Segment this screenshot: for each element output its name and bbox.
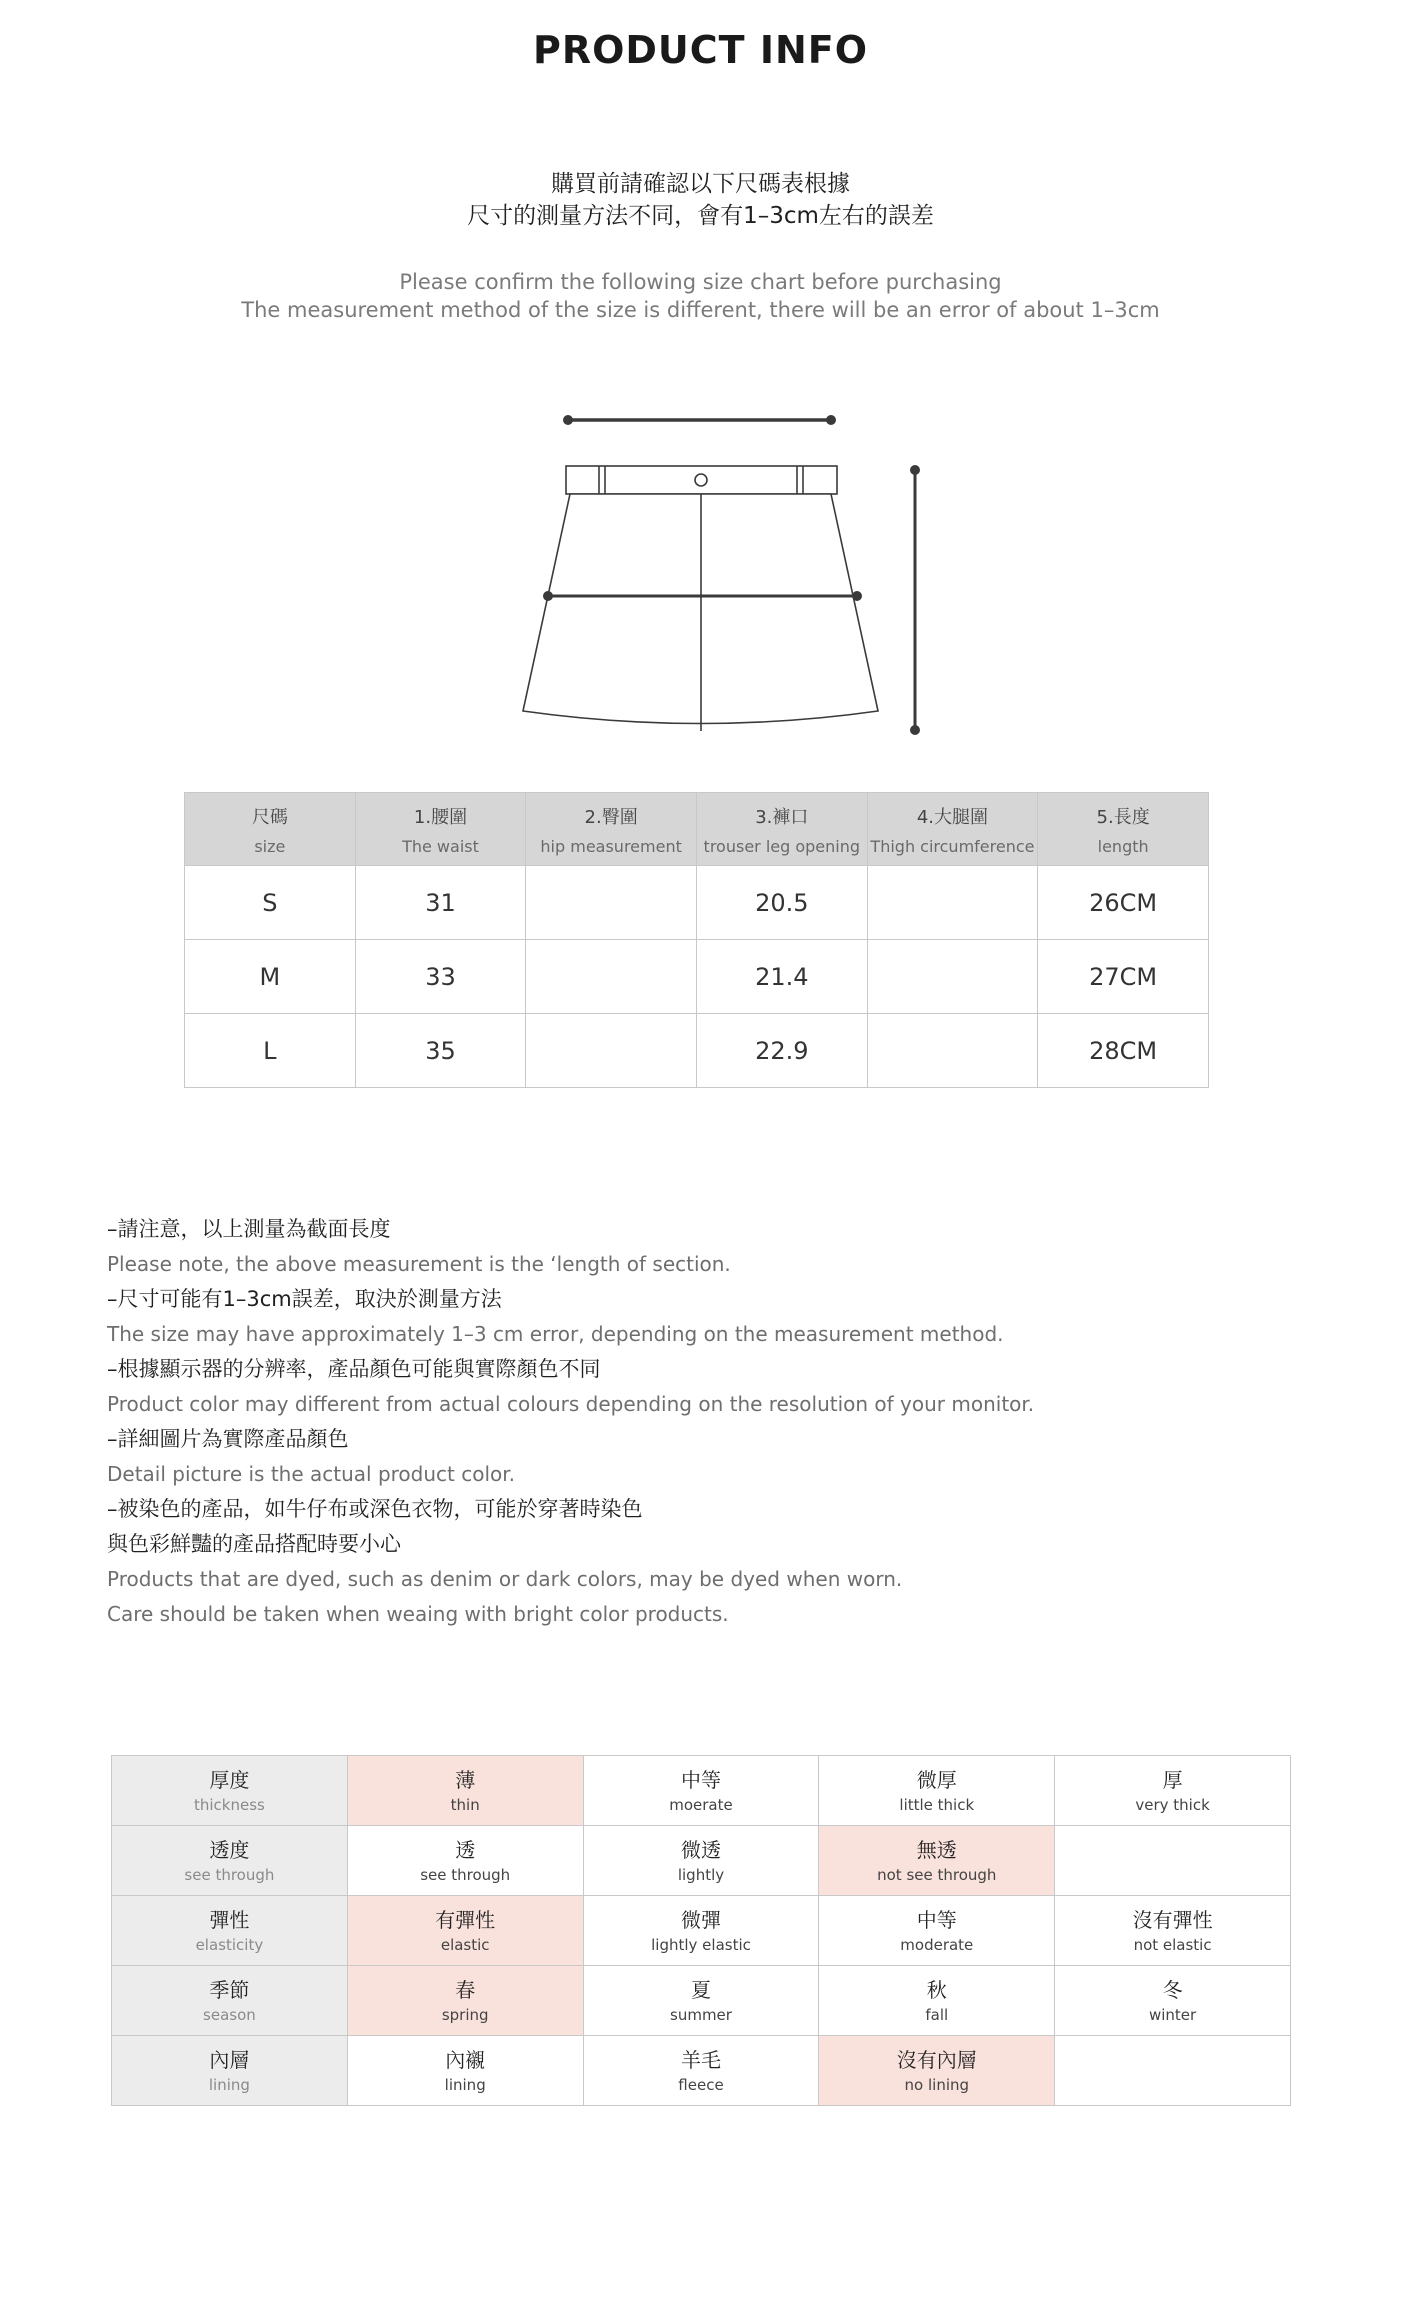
cell-leg-opening: 20.5 [696, 866, 867, 940]
header-en: Thigh circumference [870, 836, 1035, 856]
header-waist [355, 793, 526, 866]
header-en: length [1097, 836, 1149, 856]
size-chart-header-row [185, 793, 1209, 866]
fabric-option [583, 1966, 819, 2036]
header-en: hip measurement [540, 836, 682, 856]
fabric-label-cell [112, 2036, 348, 2106]
fabric-zh: 冬 [1162, 1977, 1183, 2002]
table-row [185, 866, 1209, 940]
fabric-en: winter [1148, 2005, 1197, 2024]
fabric-en: see through [420, 1865, 511, 1884]
header-zh: 1.腰圍 [413, 806, 468, 828]
fabric-en: thin [450, 1795, 480, 1814]
fabric-en: little thick [899, 1795, 975, 1814]
fabric-option [583, 1756, 819, 1826]
fabric-zh: 春 [455, 1977, 476, 2002]
fabric-label-cell [112, 1756, 348, 1826]
fabric-option [583, 1896, 819, 1966]
intro-en-line-2: The measurement method of the size is different, there will be an error of about 1–3cm [241, 298, 1160, 322]
note-line: –根據顯示器的分辨率，產品顏色可能與實際顏色不同 [107, 1357, 601, 1381]
note-line: The size may have approximately 1–3 cm error, depending on the measurement method. [107, 1322, 1004, 1346]
fabric-zh: 厚 [1162, 1767, 1183, 1792]
fabric-option-empty [1055, 2036, 1291, 2106]
cell-size: L [185, 1014, 356, 1088]
fabric-en: thickness [193, 1795, 265, 1814]
fabric-properties-table [111, 1755, 1291, 2106]
fabric-row-season [112, 1966, 1291, 2036]
fabric-en: elastic [440, 1935, 490, 1954]
header-zh: 3.褲口 [755, 806, 809, 828]
size-chart-table [184, 792, 1209, 1088]
care-notes [107, 1212, 1307, 1632]
intro-zh-line-1: 購買前請確認以下尺碼表根據 [551, 171, 850, 197]
table-row [185, 1014, 1209, 1088]
fabric-en: very thick [1135, 1795, 1210, 1814]
fabric-en: elasticity [195, 1935, 264, 1954]
fabric-option [347, 1826, 583, 1896]
skirt-button [695, 474, 707, 486]
fabric-zh: 羊毛 [680, 2047, 721, 2072]
fabric-option-selected [819, 1826, 1055, 1896]
header-en: The waist [402, 836, 479, 856]
header-zh: 4.大腿圍 [916, 806, 989, 828]
note-line: Care should be taken when weaing with bright color products. [107, 1602, 729, 1626]
intro-english [0, 268, 1401, 324]
fabric-zh: 無透 [916, 1837, 957, 1862]
fabric-en: moerate [669, 1795, 733, 1814]
fabric-row-thickness [112, 1756, 1291, 1826]
page-title: PRODUCT INFO [532, 28, 869, 72]
cell-hip [526, 940, 697, 1014]
cell-length: 27CM [1038, 940, 1209, 1014]
fabric-option [1055, 1896, 1291, 1966]
fabric-en: lightly elastic [651, 1935, 751, 1954]
note-line: –被染色的產品，如牛仔布或深色衣物，可能於穿著時染色 [107, 1497, 643, 1521]
header-en: size [254, 836, 286, 856]
fabric-zh: 內層 [209, 2047, 250, 2072]
note-line: 與色彩鮮豔的產品搭配時要小心 [107, 1532, 401, 1556]
cell-length: 26CM [1038, 866, 1209, 940]
cell-size: M [185, 940, 356, 1014]
fabric-zh: 中等 [680, 1767, 721, 1792]
note-line: –尺寸可能有1–3cm誤差，取決於測量方法 [107, 1287, 502, 1311]
fabric-zh: 秋 [926, 1977, 947, 2002]
fabric-option [1055, 1756, 1291, 1826]
note-line: Detail picture is the actual product color. [107, 1462, 515, 1486]
fabric-option-selected [347, 1966, 583, 2036]
header-size [185, 793, 356, 866]
fabric-en: lining [444, 2075, 486, 2094]
fabric-en: lining [208, 2075, 250, 2094]
note-line: Product color may different from actual colours depending on the resolution of your monitor. [107, 1392, 1035, 1416]
cell-leg-opening: 22.9 [696, 1014, 867, 1088]
fabric-option-empty [1055, 1826, 1291, 1896]
fabric-zh: 彈性 [209, 1907, 250, 1932]
header-thigh [867, 793, 1038, 866]
note-line: –請注意，以上測量為截面長度 [107, 1217, 391, 1241]
note-line: Products that are dyed, such as denim or dark colors, may be dyed when worn. [107, 1567, 903, 1591]
header-zh: 尺碼 [251, 806, 288, 828]
fabric-en: spring [441, 2005, 489, 2024]
fabric-option [583, 2036, 819, 2106]
cell-waist: 35 [355, 1014, 526, 1088]
fabric-option [583, 1826, 819, 1896]
cell-waist: 33 [355, 940, 526, 1014]
cell-thigh [867, 940, 1038, 1014]
note-line: –詳細圖片為實際產品顏色 [107, 1427, 349, 1451]
cell-hip [526, 1014, 697, 1088]
intro-en-line-1: Please confirm the following size chart before purchasing [399, 270, 1002, 294]
cell-thigh [867, 1014, 1038, 1088]
fabric-label-cell [112, 1826, 348, 1896]
fabric-zh: 微透 [680, 1837, 721, 1862]
fabric-en: season [203, 2005, 256, 2024]
fabric-zh: 微厚 [916, 1767, 957, 1792]
fabric-en: not see through [877, 1865, 997, 1884]
fabric-en: lightly [677, 1865, 725, 1884]
fabric-zh: 有彈性 [435, 1907, 496, 1932]
intro-chinese [0, 168, 1401, 232]
fabric-row-lining [112, 2036, 1291, 2106]
fabric-zh: 內襯 [445, 2047, 486, 2072]
fabric-row-elasticity [112, 1896, 1291, 1966]
fabric-en: fall [925, 2005, 949, 2024]
fabric-zh: 季節 [209, 1977, 250, 2002]
cell-hip [526, 866, 697, 940]
header-leg-opening [696, 793, 867, 866]
fabric-zh: 沒有彈性 [1132, 1907, 1213, 1932]
header-length [1038, 793, 1209, 866]
cell-leg-opening: 21.4 [696, 940, 867, 1014]
fabric-zh: 透 [455, 1837, 476, 1862]
fabric-en: no lining [904, 2075, 970, 2094]
header-zh: 5.長度 [1096, 806, 1150, 828]
header-en: trouser leg opening [703, 836, 861, 856]
skirt-measurement-diagram [0, 400, 1401, 760]
cell-waist: 31 [355, 866, 526, 940]
fabric-zh: 厚度 [209, 1767, 250, 1792]
fabric-option-selected [819, 2036, 1055, 2106]
fabric-label-cell [112, 1966, 348, 2036]
fabric-zh: 中等 [916, 1907, 957, 1932]
cell-size: S [185, 866, 356, 940]
header-hip [526, 793, 697, 866]
fabric-en: summer [670, 2005, 732, 2024]
fabric-zh: 沒有內層 [896, 2047, 977, 2072]
fabric-label-cell [112, 1896, 348, 1966]
cell-thigh [867, 866, 1038, 940]
fabric-option [819, 1756, 1055, 1826]
fabric-option [1055, 1966, 1291, 2036]
fabric-zh: 夏 [690, 1977, 711, 2002]
fabric-en: not elastic [1133, 1935, 1212, 1954]
fabric-option-selected [347, 1896, 583, 1966]
fabric-en: see through [184, 1865, 275, 1884]
fabric-zh: 透度 [209, 1837, 250, 1862]
header-zh: 2.臀圍 [584, 806, 638, 828]
fabric-en: moderate [900, 1935, 974, 1954]
cell-length: 28CM [1038, 1014, 1209, 1088]
fabric-option-selected [347, 1756, 583, 1826]
intro-zh-line-2: 尺寸的測量方法不同，會有1–3cm左右的誤差 [467, 203, 934, 229]
fabric-option [819, 1966, 1055, 2036]
fabric-option [819, 1896, 1055, 1966]
note-line: Please note, the above measurement is the ‘length of section. [107, 1252, 731, 1276]
fabric-row-see-through [112, 1826, 1291, 1896]
fabric-zh: 薄 [455, 1767, 476, 1792]
fabric-option [347, 2036, 583, 2106]
fabric-en: fleece [678, 2075, 724, 2094]
fabric-zh: 微彈 [680, 1907, 721, 1932]
table-row [185, 940, 1209, 1014]
